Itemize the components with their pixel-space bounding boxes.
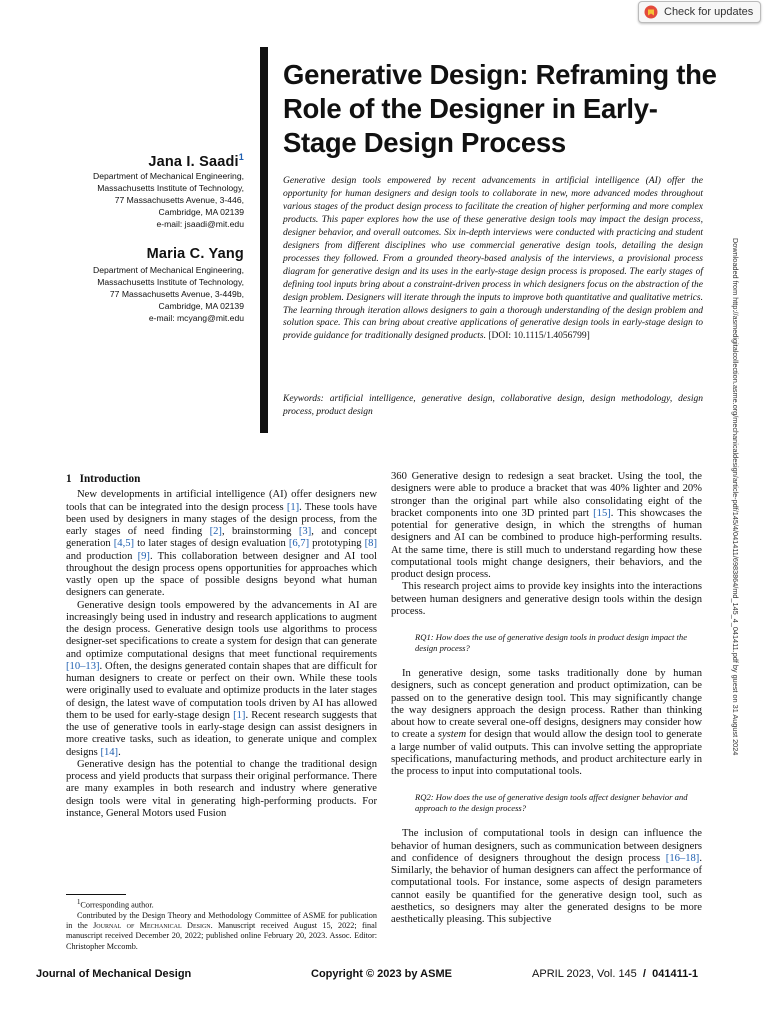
- page-footer: [36, 968, 698, 982]
- author-email-2[interactable]: e-mail: mcyang@mit.edu: [148, 313, 244, 324]
- footer-journal: Journal of Mechanical Design: [36, 968, 192, 980]
- body-column-right: [391, 471, 702, 926]
- footnote: $^1$Corresponding author. Contributed by the Design Theory and Methodology Committee of ASME for publication in the Journal of Mechanical Design. Manuscript received August 15, 2022; final manuscript received December 20, 2022; published online February 20, 2023. Assoc. Editor: Christopher Mccomb.: [66, 899, 378, 951]
- citation-link[interactable]: [1]: [233, 709, 246, 721]
- paragraph: Generative design has the potential to change the traditional design process and yield products that surpass their original performance. There are many examples in both research and industry where generative design tools were vital in generating high-performing products. For instance, General Motors used Fusion: [66, 758, 377, 819]
- section-heading: 1 Introduction: [66, 473, 141, 485]
- abstract: Generative design tools empowered by recent advancements in artificial intelligence (AI) offer the opportunity for human designers and design tools to collaborate in new, more advanced modes throughout various stages of the product design process to facilitate the creation of higher performing and more complex products. This paper explores how the use of these generative design tools may impact the design process, designer behavior, and overall outcomes. Six in-depth interviews were conducted with practicing and student designers from different disciplines who use commercial generative design tools, detailing the design processes they followed. From a grounded theory-based analysis of the interviews, a provisional process diagram for generative design and its uses in the early-stage design process is proposed. The early stages of defining tool inputs bring about a constraint-driven process in which designers focus on the abstraction of the design problem. Designers will iterate through the inputs to improve both quantitative and qualitative metrics. The learning through iteration allows designers to gain a thorough understanding of the design problem and solution space. This can bring about creative applications of generative design tools in early-stage design to provide guidance for traditionally designed products. [DOI: 10.1115/1.4056799]: [283, 176, 703, 342]
- author-affiliation-2: Department of Mechanical Engineering, Massachusetts Institute of Technology, 77 Massachusetts Avenue, 3-449b, Cambridge, MA 02139 e-mail: mcyang@mit.edu: [93, 265, 244, 324]
- author-footnote-mark[interactable]: 1: [238, 152, 244, 162]
- paragraph: In generative design, some tasks traditionally done by human designers, such as concept generation and product optimization, can be passed on to the generative design tool. This may significantly change the way designers approach the design process. Rather than thinking about how to create several one-off designs, designers may consider how to create a system for design that would allow the design tool to generate a large number of valid outputs. This can involve setting the appropriate specifications, manufacturing methods, and product architecture early in the process to input into computational tools.: [391, 668, 702, 777]
- paragraph: 360 Generative design to redesign a seat bracket. Using the tool, the designers were able to produce a bracket that was 40% lighter and 20% stronger than the original part while also consolidating eight of the bracket components into one 3D printed part [15]. This showcases the potential for generative design, in which the strengths of human designers and AI can be combined to produce high-performing results. At the same time, there is still much to understand regarding how these computational tools might change designers, their behaviors, and the product design process.: [391, 471, 702, 580]
- footer-issue: APRIL 2023, Vol. 145 / 041411-1: [532, 968, 698, 980]
- keywords: Keywords: artificial intelligence, generative design, collaborative design, design methodology, design process, product design: [283, 394, 703, 417]
- author-name-1: Jana I. Saadi$^1$: [148, 152, 244, 170]
- citation-link[interactable]: [15]: [593, 507, 611, 519]
- title-vertical-rule: [260, 47, 268, 433]
- citation-link[interactable]: [14]: [100, 746, 119, 758]
- citation-link[interactable]: [3]: [298, 526, 312, 537]
- check-for-updates-label: Check for updates: [664, 6, 754, 18]
- download-watermark: Downloaded from http://asmedigitalcollection.asme.org/mechanicaldesign/article-pdf/145/4/041411/6983864/md_145_4_041411.pdf by guest on 31 August 2024: [731, 238, 740, 756]
- paper-title: Generative Design: Reframing the Role of the Designer in Early-Stage Design Process: [283, 59, 717, 158]
- paragraph: The inclusion of computational tools in design can influence the behavior of human designers, such as communication between designers and confidence of designers throughout the design process [16–18]. Similarly, the behavior of human designers can affect the performance of computational tools. For instance, some aspects of design parameters cannot easily be quantified for the generative design tool, such as aesthetics, so designers may alter the generated designs to be more aesthetically pleasing. This subjective: [391, 828, 702, 925]
- check-for-updates-icon: [644, 5, 658, 19]
- citation-link[interactable]: [4,5]: [113, 538, 135, 550]
- paragraph: This research project aims to provide key insights into the interactions between human designers and generative design tools within the design process.: [391, 581, 702, 617]
- citation-link[interactable]: [6,7]: [288, 538, 310, 550]
- check-for-updates-button[interactable]: [638, 1, 761, 23]
- paragraph: Generative design tools empowered by the advancements in AI are increasingly being used in industry and research applications to augment the design process. Generative design tools use algorithms to process designer-set specifications to create a system for design that can generate and optimize computational designs that meet functional requirements [10–13]. Often, the designs generated contain shapes that are difficult for human designers to create or perfect on their own. While these tools were originally used to evaluate and optimize products in the later stages of design, the latest wave of computation tools driven by AI has allowed them to be used for early-stage design [1]. Recent research suggests that the use of generative tools in early-stage design can assist designers in more creative tasks, such as ideation, to generate unique and complex designs [14].: [66, 599, 377, 758]
- paragraph: New developments in artificial intelligence (AI) offer designers new tools that can be integrated into the design process [1]. These tools have been used by designers in many stages of the design process, from the early stages of need finding [2], brainstorming [3], and concept generation [4,5] to later stages of design evaluation [6,7] prototyping [8] and production [9]. This collaboration between designer and AI tool throughout the design process opens opportunities for approaches which vastly open up the space of possible designs beyond what human designers can generate.: [66, 489, 377, 599]
- footer-copyright: Copyright © 2023 by ASME: [311, 968, 452, 980]
- footnote-rule: [66, 894, 126, 895]
- citation-link[interactable]: [8]: [364, 538, 377, 550]
- author-email-1[interactable]: e-mail: jsaadi@mit.edu: [156, 219, 244, 230]
- footer-page-number: 041411-1: [652, 968, 698, 980]
- citation-link[interactable]: [9]: [137, 550, 150, 562]
- citation-link[interactable]: [16–18]: [665, 852, 700, 864]
- research-question-1: RQ1: How does the use of generative design tools in product design impact the design process?: [415, 632, 688, 653]
- author-name-2: Maria C. Yang: [146, 246, 244, 262]
- citation-link[interactable]: [10–13]: [66, 660, 100, 672]
- citation-link[interactable]: [1]: [286, 501, 300, 513]
- author-affiliation-1: Department of Mechanical Engineering, Massachusetts Institute of Technology, 77 Massachusetts Avenue, 3-446, Cambridge, MA 02139 e-mail: jsaadi@mit.edu: [93, 171, 244, 230]
- body-column-left: [66, 471, 377, 820]
- doi-link[interactable]: [DOI: 10.1115/1.4056799]: [488, 331, 590, 342]
- research-question-2: RQ2: How does the use of generative design tools affect designer behavior and approach to the design process?: [415, 792, 688, 814]
- citation-link[interactable]: [2]: [209, 526, 222, 537]
